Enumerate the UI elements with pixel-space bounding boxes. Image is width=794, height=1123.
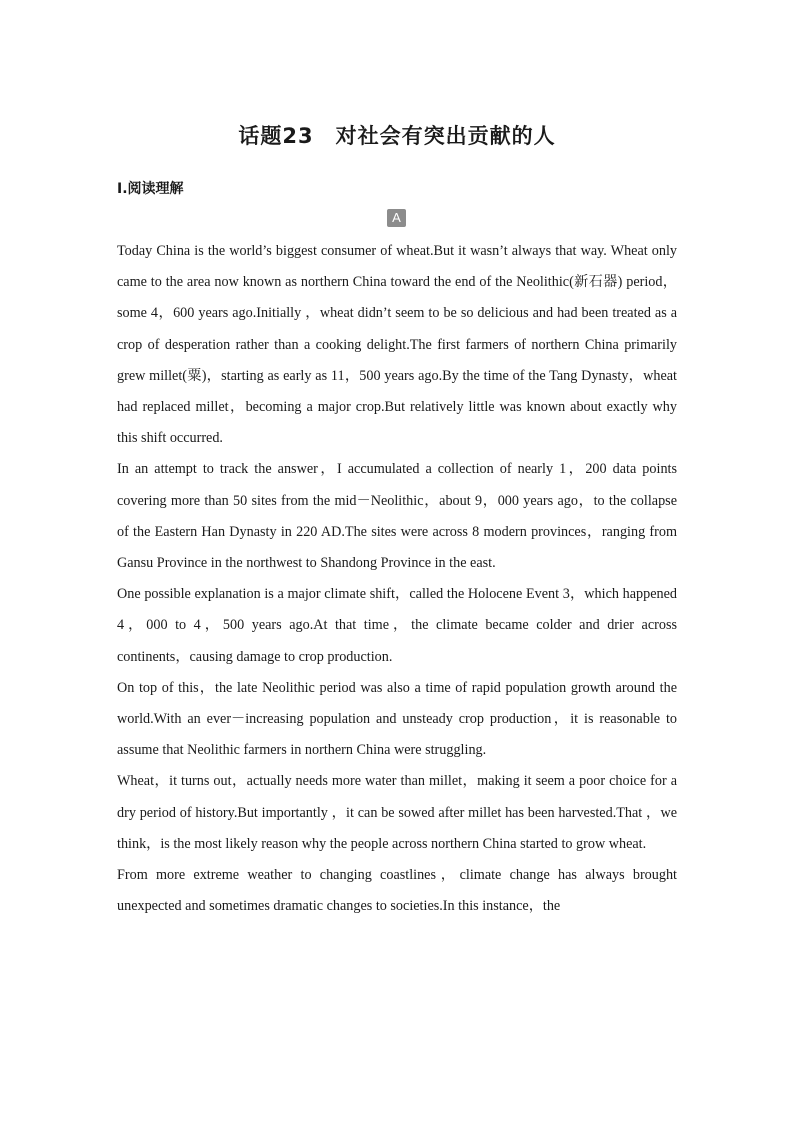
passage-body bbox=[117, 236, 677, 922]
paragraph: One possible explanation is a major climate shift，called the Holocene Event 3，which happened 4，000 to 4，500 years ago.At that time，the climate became colder and drier across continents，causing damage to crop production. bbox=[117, 586, 677, 665]
page-title bbox=[0, 120, 794, 150]
topic-name: 对社会有突出贡献的人 bbox=[335, 124, 556, 148]
paragraph: In an attempt to track the answer，I accumulated a collection of nearly 1，200 data points covering more than 50 sites from the mid－Neolithic，about 9，000 years ago，to the collapse of the Eastern Han Dynasty in 220 AD.The sites were across 8 modern provinces，ranging from Gansu Province in the northwest to Shandong Province in the east. bbox=[117, 461, 677, 572]
topic-number: 话题23 bbox=[238, 124, 314, 148]
section-heading: Ⅰ.阅读理解 bbox=[117, 181, 184, 197]
paragraph: On top of this，the late Neolithic period was also a time of rapid population growth around the world.With an ever－increasing population and unsteady crop production，it is reasonable to assume that Neolithic farmers in northern China were struggling. bbox=[117, 679, 677, 759]
paragraph: Wheat，it turns out，actually needs more water than millet，making it seem a poor choice for a dry period of history.But importantly ，it can be sowed after millet has been harvested.That ，we think，is the most likely reason why the people across northern China started to grow wheat. bbox=[117, 773, 677, 852]
paragraph: Today China is the world’s biggest consumer of wheat.But it wasn’t always that way. Wheat only came to the area now known as northern China toward the end of the Neolithic(新石器) period，some 4，600 years ago.Initially ，wheat didn’t seem to be so delicious and had been treated as a crop of desperation rather than a cooking delight.The first farmers of northern China primarily grew millet(粟)，starting as early as 11，500 years ago.By the time of the Tang Dynasty，wheat had replaced millet，becoming a major crop.But relatively little was known about exactly why this shift occurred. bbox=[117, 243, 677, 447]
paragraph: From more extreme weather to changing coastlines，climate change has always brought unexpected and sometimes dramatic changes to societies.In this instance，the bbox=[117, 867, 677, 915]
passage-label-badge: A bbox=[387, 209, 406, 227]
